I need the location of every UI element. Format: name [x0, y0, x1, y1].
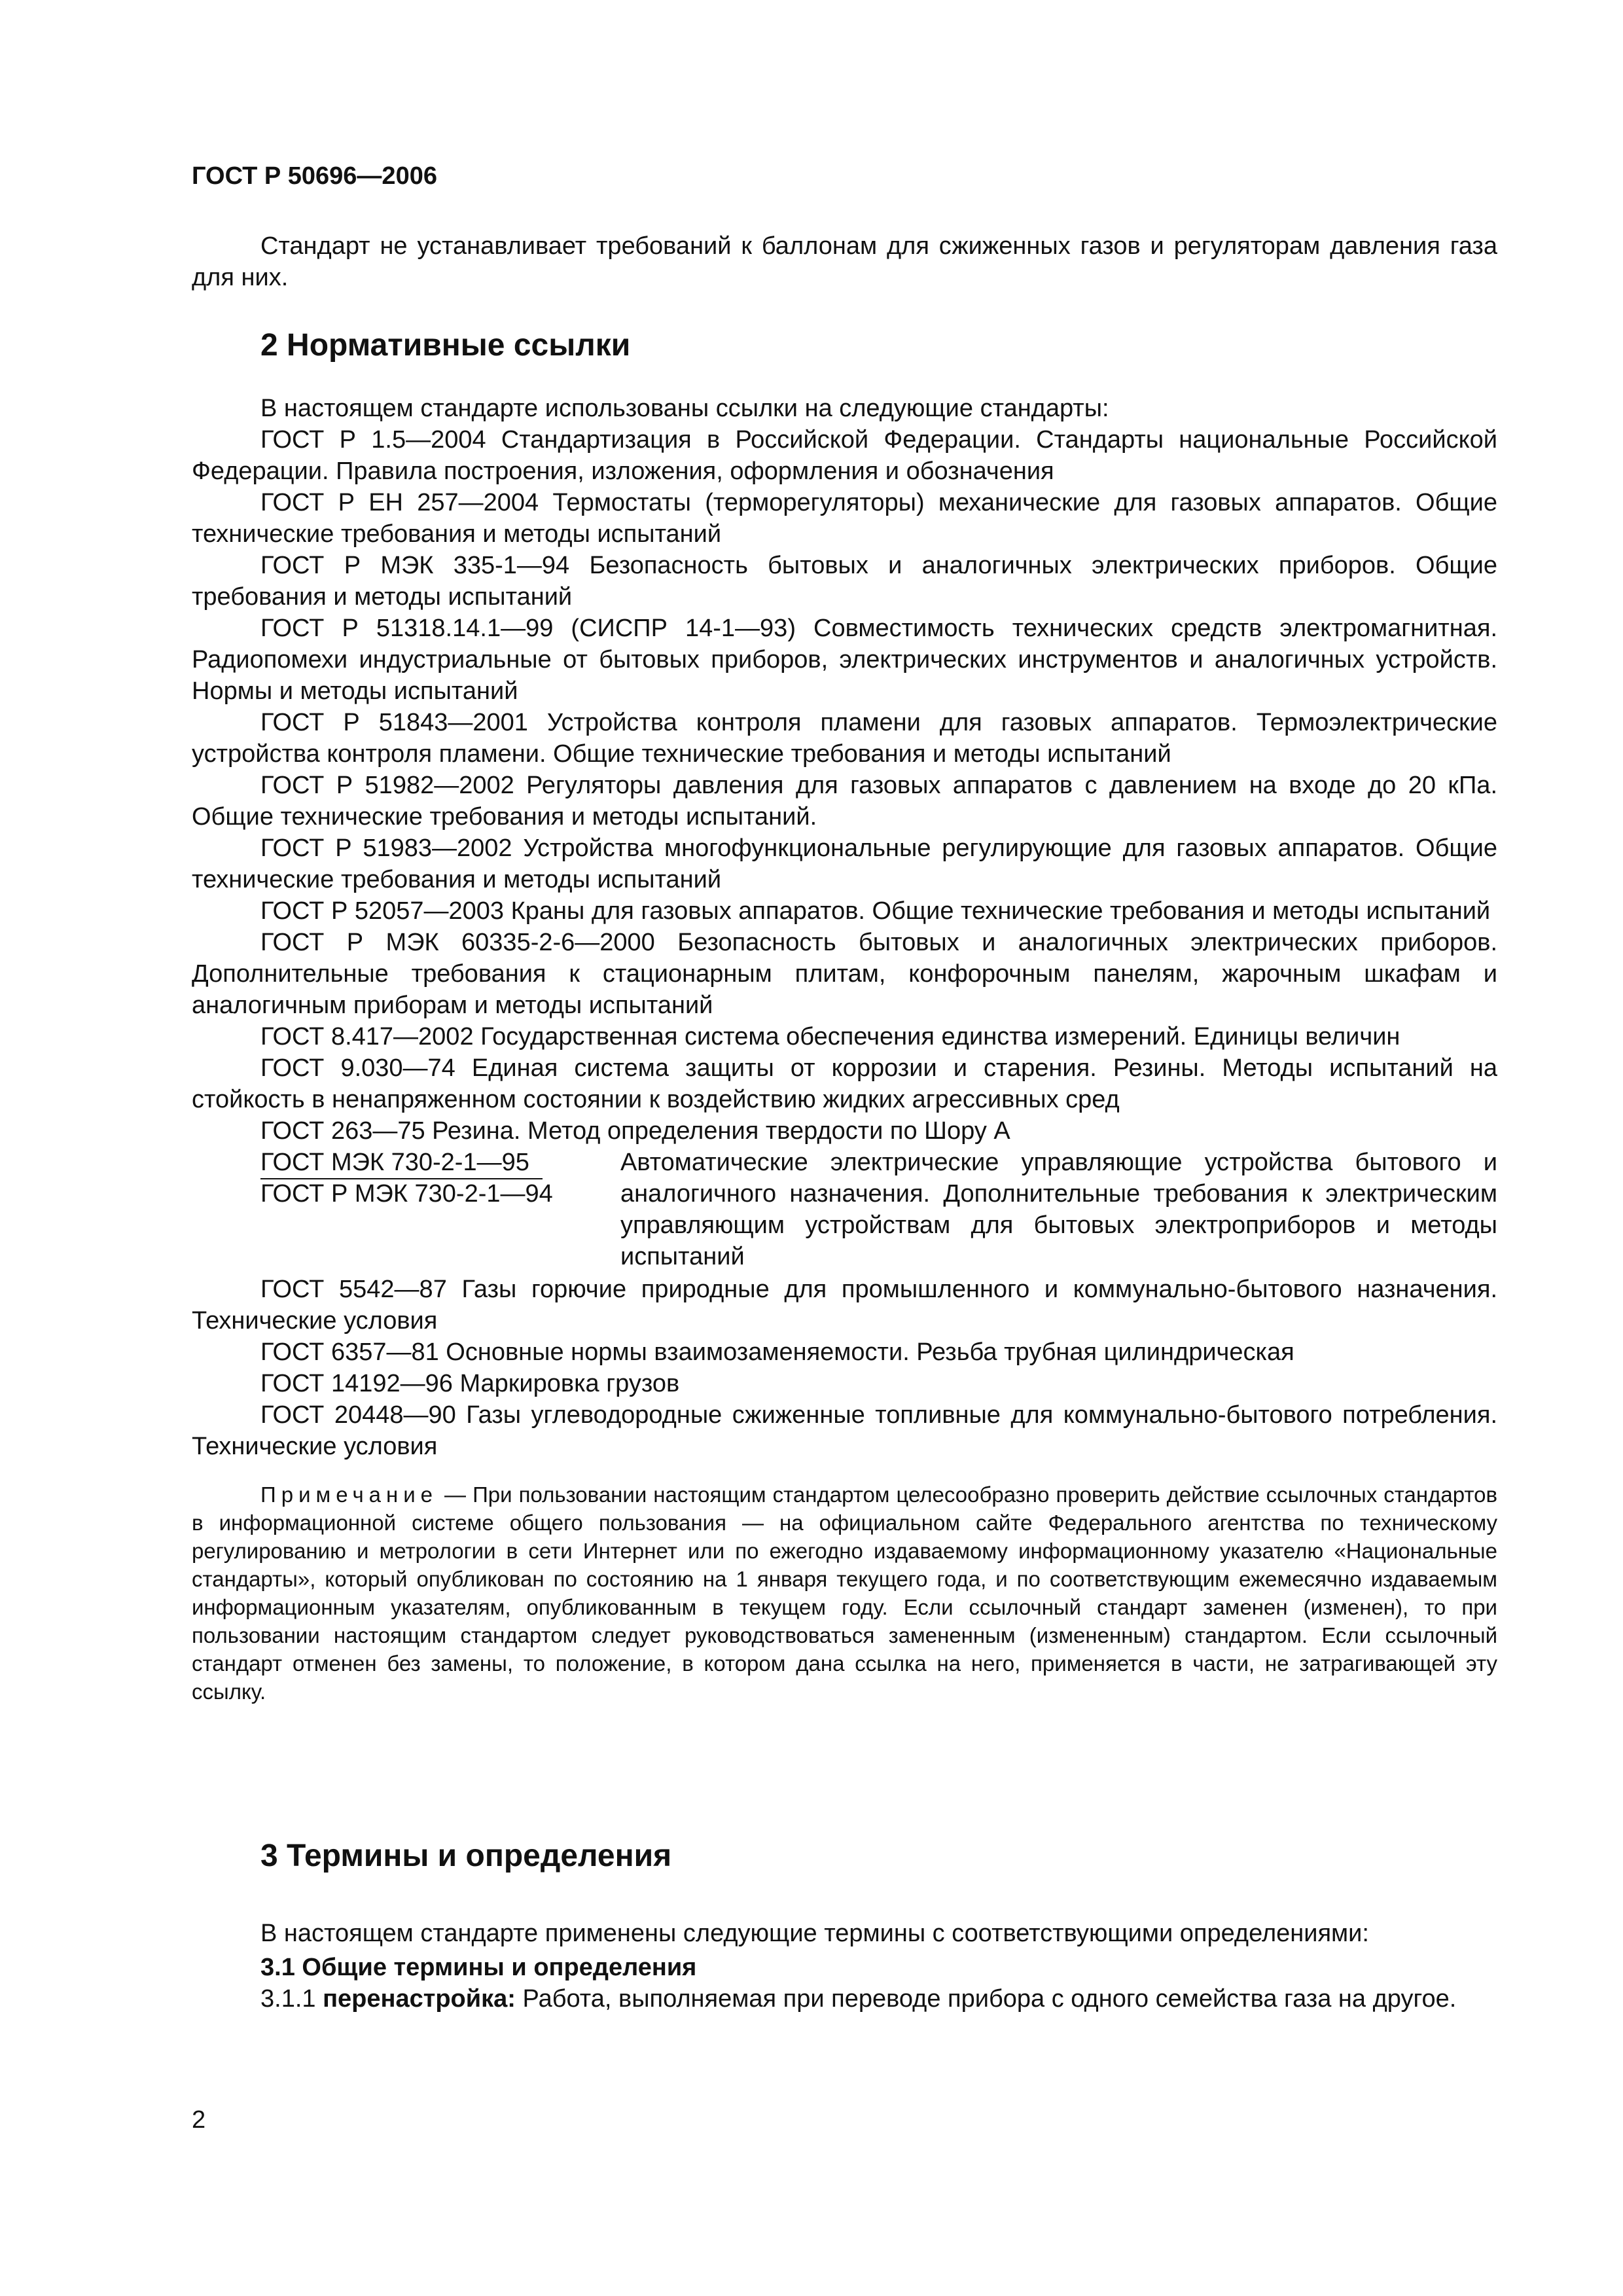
ref-item: ГОСТ 5542—87 Газы горючие природные для промышленного и коммунально-бытового назначения. Технические условия	[192, 1276, 1497, 1335]
ref-item: ГОСТ Р 1.5—2004 Стандартизация в Российской Федерации. Стандарты национальные Российской Федерации. Правила построения, изложения, оформления и обозначения	[192, 426, 1497, 485]
ref-item: ГОСТ 14192—96 Маркировка грузов	[260, 1370, 680, 1397]
ref-item: ГОСТ Р МЭК 60335-2-6—2000 Безопасность бытовых и аналогичных электрических приборов. Дополнительные требования к стационарным плитам, конфорочным панелям, жарочным шкафам и аналогичным приборам и методы испытаний	[192, 929, 1497, 1019]
note-paragraph	[192, 1480, 1497, 1706]
section-3-title: 3 Термины и определения	[260, 1839, 672, 1873]
intro-block	[192, 230, 1497, 293]
ref-item: ГОСТ Р 51983—2002 Устройства многофункциональные регулирующие для газовых аппаратов. Общие технические требования и методы испытаний	[192, 834, 1497, 893]
ref-item: ГОСТ Р ЕН 257—2004 Термостаты (терморегуляторы) механические для газовых аппаратов. Общие технические требования и методы испытаний	[192, 489, 1497, 548]
ref-item: ГОСТ Р 52057—2003 Краны для газовых аппаратов. Общие технические требования и методы испытаний	[260, 897, 1491, 925]
section-2-body	[192, 393, 1497, 1706]
section-3	[192, 1838, 1497, 1874]
term-3-1-1	[192, 1983, 1497, 2015]
section-3-body	[192, 1918, 1497, 2015]
ref-item: ГОСТ Р 51843—2001 Устройства контроля пламени для газовых аппаратов. Термоэлектрические устройства контроля пламени. Общие технические требования и методы испытаний	[192, 709, 1497, 768]
ref-item: ГОСТ 263—75 Резина. Метод определения твердости по Шору А	[260, 1117, 1010, 1145]
section-2-lead: В настоящем стандарте использованы ссылки на следующие стандарты:	[260, 395, 1109, 422]
ref-item: ГОСТ 6357—81 Основные нормы взаимозаменяемости. Резьба трубная цилиндрическая	[260, 1338, 1294, 1366]
ref-item: ГОСТ Р 51318.14.1—99 (СИСПР 14-1—93) Совместимость технических средств электромагнитная. Радиопомехи индустриальные от бытовых приборов, электрических инструментов и аналогичных устройств. Нормы и методы испытаний	[192, 615, 1497, 705]
ref-item: ГОСТ Р 51982—2002 Регуляторы давления для газовых аппаратов с давлением на входе до 20 кПа. Общие технические требования и методы испытаний.	[192, 772, 1497, 831]
dual-ref-code-2: ГОСТ Р МЭК 730-2-1—94	[260, 1180, 553, 1208]
dual-ref-code-1: ГОСТ МЭК 730-2-1—95	[260, 1147, 543, 1179]
term-number: 3.1.1	[260, 1985, 323, 2013]
document-header-code: ГОСТ Р 50696—2006	[192, 162, 437, 190]
ref-item: ГОСТ Р МЭК 335-1—94 Безопасность бытовых и аналогичных электрических приборов. Общие требования и методы испытаний	[192, 552, 1497, 611]
dual-ref-item	[192, 1147, 1497, 1274]
note-label: Примечание	[260, 1482, 438, 1507]
intro-paragraph: Стандарт не устанавливает требований к баллонам для сжиженных газов и регуляторам давления газа для них.	[192, 232, 1497, 291]
dual-ref-title: Автоматические электрические управляющие устройства бытового и аналогичного назначения. Дополнительные требования к электрическим управляющим устройствам для бытовых электроприборов и методы испытаний	[620, 1149, 1497, 1270]
section-2	[192, 327, 1497, 363]
term-definition: Работа, выполняемая при переводе прибора с одного семейства газа на другое.	[515, 1985, 1457, 2013]
section-2-title: 2 Нормативные ссылки	[260, 328, 631, 363]
term-name: перенастройка:	[323, 1985, 516, 2013]
ref-item: ГОСТ 9.030—74 Единая система защиты от коррозии и старения. Резины. Методы испытаний на стойкость в ненапряженном состоянии к воздействию жидких агрессивных сред	[192, 1054, 1497, 1113]
ref-item: ГОСТ 8.417—2002 Государственная система обеспечения единства измерений. Единицы величин	[260, 1023, 1400, 1050]
section-3-lead: В настоящем стандарте применены следующие термины с соответствующими определениями:	[260, 1920, 1369, 1947]
note-text: — При пользовании настоящим стандартом целесообразно проверить действие ссылочных стандартов в информационной системе общего пользования — на официальном сайте Федерального агентства по техническому регулированию и метрологии в сети Интернет или по ежегодно издаваемому информационному указателю «Национальные стандарты», который опубликован по состоянию на 1 января текущего года, и по соответствующим ежемесячно издаваемым информационным указателям, опубликованным в текущем году. Если ссылочный стандарт заменен (изменен), то при пользовании настоящим стандартом следует руководствоваться замененным (измененным) стандартом. Если ссылочный стандарт отменен без замены, то положение, в котором дана ссылка на него, применяется в части, не затрагивающей эту ссылку.	[192, 1482, 1497, 1704]
ref-item: ГОСТ 20448—90 Газы углеводородные сжиженные топливные для коммунально-бытового потребления. Технические условия	[192, 1401, 1497, 1460]
page-number: 2	[192, 2106, 206, 2134]
subsection-3-1-title: 3.1 Общие термины и определения	[260, 1954, 697, 1981]
